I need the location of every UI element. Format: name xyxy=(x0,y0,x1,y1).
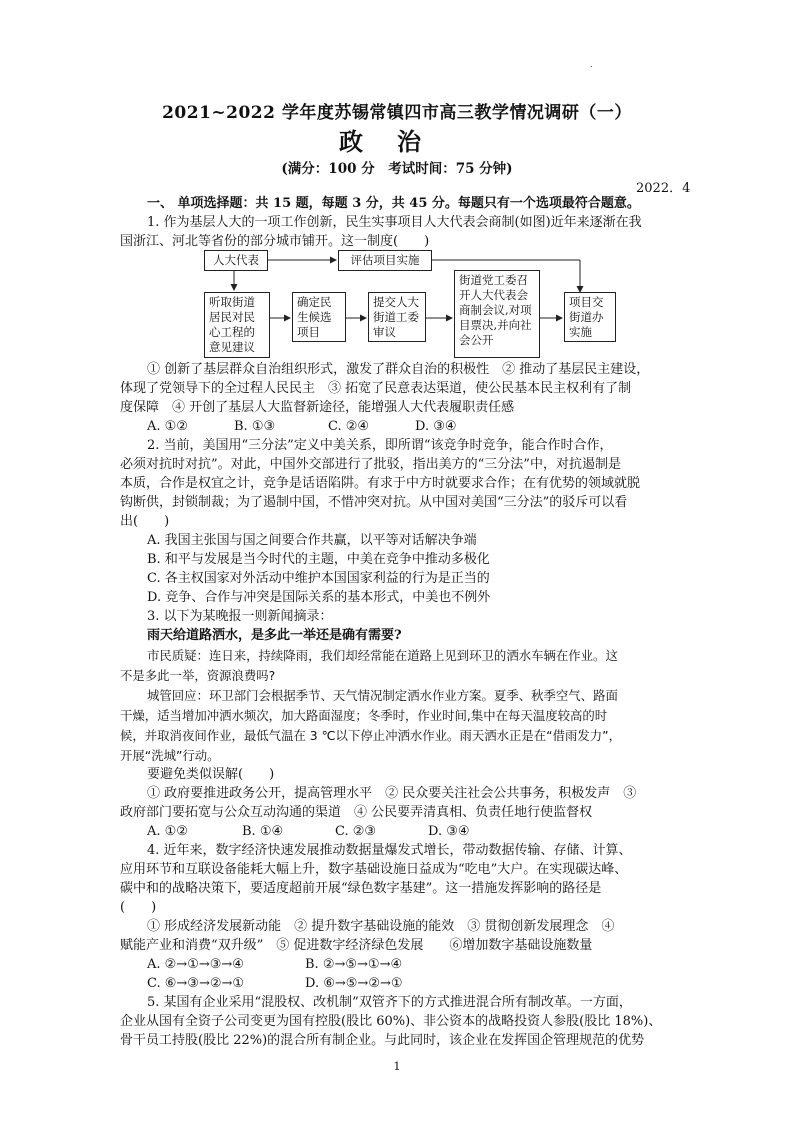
corner-mark: . xyxy=(590,60,593,69)
q1-choice-a[interactable]: A. ①② xyxy=(147,419,188,434)
q3-news-body: 市民质疑：连日来，持续降雨，我们却经常能在道路上见到环卫的洒水车辆在作业。这 xyxy=(147,648,618,663)
q4-stem-line: ( ) xyxy=(120,900,157,915)
q4-stem-line: 4. 近年来，数字经济快速发展推动数据量爆发式增长，带动数据传输、存储、计算、 xyxy=(147,843,632,858)
q3-choice-a[interactable]: A. ①② xyxy=(147,824,188,839)
q3-news-body: 城管回应：环卫部门会根据季节、天气情况制定洒水作业方案。夏季、秋季空气、路面 xyxy=(147,688,618,703)
q2-stem-line: 必须对抗时对抗”。对此，中国外交部进行了批驳，指出美方的“三分法”中，对抗遏制是 xyxy=(120,457,621,472)
q3-choice-b[interactable]: B. ①④ xyxy=(242,824,284,839)
q2-choice-b[interactable]: B. 和平与发展是当今时代的主题，中美在竞争中推动多极化 xyxy=(147,552,490,567)
q1-flow-diagram xyxy=(200,248,620,368)
q2-choice-d[interactable]: D. 竞争、合作与冲突是国际关系的基本形式，中美也不例外 xyxy=(147,590,491,605)
subject-title: 政治 xyxy=(339,127,455,156)
q4-stem-line: 碳中和的战略决策下，要适度超前开展“绿色数字基建”。这一措施发挥影响的路径是 xyxy=(120,881,602,896)
q2-stem-line: 钩断供，封锁制裁；为了遏制中国，不惜冲突对抗。从中国对美国“三分法”的驳斥可以看 xyxy=(120,495,628,510)
q3-news-body: 干燥，适当增加冲洒水频次，加大路面湿度；冬季时，作业时间,集中在每天温度较高的时 xyxy=(120,708,608,723)
q1-option-line: 度保障 ④ 开创了基层人大监督新途径，能增强人大代表履职责任感 xyxy=(120,400,515,415)
q4-choice-c[interactable]: C. ⑥→③→②→① xyxy=(147,976,245,991)
exam-info: (满分：100 分 考试时间：75 分钟) xyxy=(281,161,513,177)
section-heading: 一、 单项选择题：共 15 题，每题 3 分，共 45 分。每题只有一个选项最符合题意。 xyxy=(147,196,640,211)
diagram-box-step1: 听取街道居民对民心工程的意见建议 xyxy=(204,292,270,358)
q3-question: 要避免类似误解( ) xyxy=(147,767,275,782)
exam-title: 2021~2022 学年度苏锡常镇四市高三教学情况调研（一） xyxy=(162,103,632,123)
diagram-box-step5: 项目交街道办实施 xyxy=(564,292,616,342)
q3-news-body: 候，并取消夜间作业，最低气温在 3 ℃以下停止冲洒水作业。雨天洒水正是在“借雨发力”， xyxy=(120,728,621,743)
q1-option-line: ① 创新了基层群众自治组织形式，激发了群众自治的积极性 ② 推动了基层民主建设， xyxy=(147,362,650,377)
page-number: 1 xyxy=(393,1060,401,1073)
q1-stem-line: 国浙江、河北等省份的部分城市铺开。这一制度( ) xyxy=(120,234,430,249)
q4-stem-line: 应用环节和互联设备能耗大幅上升，数字基础设施日益成为“吃电”大户。在实现碳达峰、 xyxy=(120,862,628,877)
q3-option-line: 政府部门要拓宽与公众互动沟通的渠道 ④ 公民要弄清真相、负责任地行使监督权 xyxy=(120,805,593,820)
q4-choice-a[interactable]: A. ②→①→③→④ xyxy=(147,957,244,972)
q1-choice-c[interactable]: C. ②④ xyxy=(328,419,370,434)
q2-stem-line: 本质，合作是权宜之计，竞争是话语陷阱。有求于中方时就要求合作；在有优势的领域就脱 xyxy=(120,476,641,491)
q3-stem-line: 3. 以下为某晚报一则新闻摘录： xyxy=(147,609,333,624)
q2-choice-a[interactable]: A. 我国主张国与国之间要合作共赢，以平等对话解决争端 xyxy=(147,533,477,548)
q5-stem-line: 骨干员工持股(股比 22%)的混合所有制企业。与此同时，该企业在发挥国企管理规范的优势 xyxy=(120,1033,645,1048)
q3-news-headline: 雨天给道路洒水，是多此一举还是确有需要? xyxy=(147,628,402,643)
diagram-box-step3: 提交人大街道工委审议 xyxy=(368,292,426,342)
q3-news-body: 不是多此一举，资源浪费吗? xyxy=(120,668,276,683)
exam-date: 2022．4 xyxy=(636,181,691,196)
q2-stem-line: 出( ) xyxy=(120,514,170,529)
q2-stem-line: 2. 当前，美国用“三分法”定义中美关系，即所谓“该竞争时竞争，能合作时合作， xyxy=(147,438,613,453)
q5-stem-line: 5. 某国有企业采用“混股权、改机制”双管齐下的方式推进混合所有制改革。一方面， xyxy=(147,995,632,1010)
diagram-box-deputies: 人大代表 xyxy=(204,250,268,271)
q3-news-body: 开展“洗城”行动。 xyxy=(120,748,220,763)
q4-choice-b[interactable]: B. ②→⑤→①→④ xyxy=(305,957,403,972)
q1-choice-d[interactable]: D. ③④ xyxy=(415,419,457,434)
diagram-box-evaluate: 评估项目实施 xyxy=(338,250,432,271)
q1-choice-b[interactable]: B. ①③ xyxy=(234,419,276,434)
diagram-box-step2: 确定民生候选项目 xyxy=(292,292,346,342)
q3-choice-d[interactable]: D. ③④ xyxy=(428,824,470,839)
q4-choice-d[interactable]: D. ⑥→⑤→②→① xyxy=(305,976,403,991)
q1-option-line: 体现了党领导下的全过程人民民主 ③ 拓宽了民意表达渠道，使公民基本民主权利有了制 xyxy=(120,381,632,396)
diagram-box-step4: 街道党工委召开人大代表会商制会议,对项目票决,并向社会公开 xyxy=(454,270,540,358)
q4-option-line: 赋能产业和消费“双升级” ⑤ 促进数字经济绿色发展 ⑥增加数字基础设施数量 xyxy=(120,938,593,953)
q4-option-line: ① 形成经济发展新动能 ② 提升数字基础设施的能效 ③ 贯彻创新发展理念 ④ xyxy=(147,919,615,934)
q3-option-line: ① 政府要推进政务公开，提高管理水平 ② 民众要关注社会公共事务，积极发声 ③ xyxy=(147,786,637,801)
q5-stem-line: 企业从国有全资子公司变更为国有控股(股比 60%)、非公资本的战略投资人参股(股比 18%)、 xyxy=(120,1014,662,1029)
q2-choice-c[interactable]: C. 各主权国家对外活动中维护本国国家利益的行为是正当的 xyxy=(147,571,490,586)
q3-choice-c[interactable]: C. ②③ xyxy=(335,824,377,839)
q1-stem-line: 1. 作为基层人大的一项工作创新，民生实事项目人大代表会商制(如图)近年来逐渐在我 xyxy=(147,215,642,230)
